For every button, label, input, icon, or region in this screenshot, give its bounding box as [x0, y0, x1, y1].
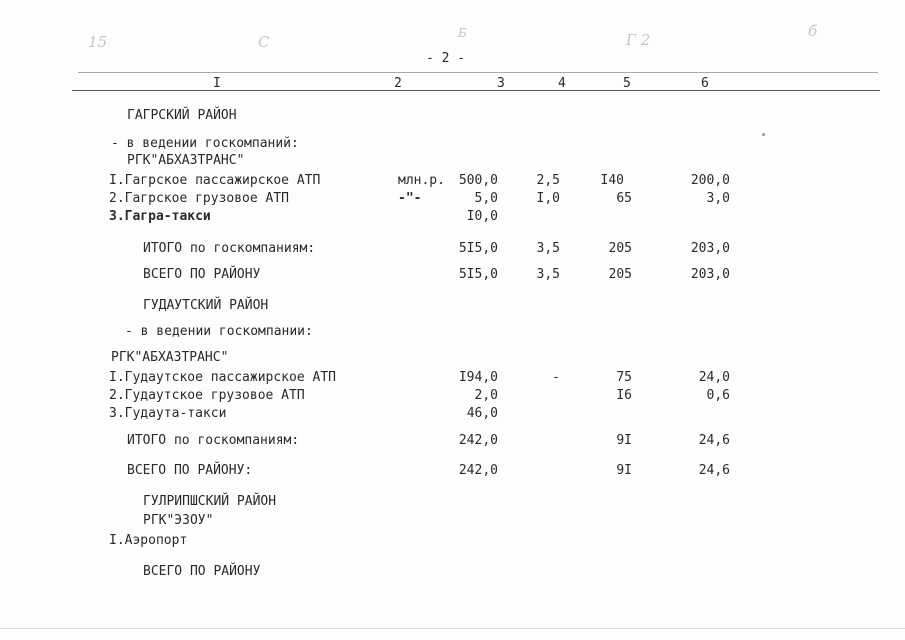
row-col6: 3,0	[706, 191, 730, 206]
row-col6: 0,6	[706, 388, 730, 403]
subtotal-col6: 24,6	[698, 433, 730, 448]
column-header-5: 5	[623, 76, 631, 91]
row-col3: I94,0	[458, 370, 498, 385]
row-col3: I0,0	[466, 209, 498, 224]
company-name: РГК"АБХАЗТРАНС"	[127, 153, 245, 168]
total-col3: 5I5,0	[458, 267, 498, 282]
total-label: ВСЕГО ПО РАЙОНУ	[143, 564, 261, 579]
row-col3: 2,0	[474, 388, 498, 403]
margin-mark: 15	[88, 33, 108, 51]
row-name: 2.Гагрское грузовое АТП	[109, 191, 290, 206]
row-col5: 75	[616, 370, 632, 385]
row-name: I.Гудаутское пассажирское АТП	[109, 370, 336, 385]
total-col5: 9I	[616, 463, 632, 478]
row-col4: I,0	[536, 191, 560, 206]
subtotal-col3: 242,0	[458, 433, 498, 448]
margin-mark: Б	[458, 26, 467, 40]
row-col6: 24,0	[698, 370, 730, 385]
subtotal-col5: 205	[608, 241, 632, 256]
district-title: ГУДАУТСКИЙ РАЙОН	[143, 298, 269, 313]
row-name: 3.Гагра-такси	[109, 209, 211, 224]
column-header-2: 2	[394, 76, 402, 91]
row-col3: 5,0	[474, 191, 498, 206]
subtotal-label: ИТОГО по госкомпаниям:	[127, 433, 300, 448]
header-bottom-rule	[72, 90, 880, 91]
column-header-4: 4	[558, 76, 566, 91]
row-col5: I6	[616, 388, 632, 403]
subtotal-col3: 5I5,0	[458, 241, 498, 256]
margin-mark: Г 2	[626, 31, 651, 49]
margin-mark: С	[258, 33, 270, 51]
total-col4: 3,5	[536, 267, 560, 282]
row-name: 3.Гудаута-такси	[109, 406, 227, 421]
page-number: - 2 -	[426, 51, 466, 66]
total-label: ВСЕГО ПО РАЙОНУ:	[127, 463, 253, 478]
subtotal-col6: 203,0	[690, 241, 730, 256]
row-col4: 2,5	[536, 173, 560, 188]
company-name: РГК"АБХАЗТРАНС"	[111, 350, 229, 365]
row-col5: 65	[616, 191, 632, 206]
header-top-rule	[78, 72, 878, 73]
district-subheading: - в ведении госкомпаний:	[111, 136, 299, 151]
scan-speck	[762, 133, 765, 136]
subtotal-col4: 3,5	[536, 241, 560, 256]
row-col5: I40	[600, 173, 624, 188]
total-label: ВСЕГО ПО РАЙОНУ	[143, 267, 261, 282]
total-col6: 203,0	[690, 267, 730, 282]
row-name: I.Гагрское пассажирское АТП	[109, 173, 321, 188]
total-col5: 205	[608, 267, 632, 282]
row-unit: млн.р.	[398, 173, 445, 188]
row-col4: -	[552, 370, 560, 385]
row-col3: 500,0	[458, 173, 498, 188]
district-title: ГАГРСКИЙ РАЙОН	[127, 108, 237, 123]
margin-mark: б	[808, 22, 818, 40]
column-header-3: 3	[497, 76, 505, 91]
district-subheading: - в ведении госкомпании:	[125, 324, 313, 339]
total-col6: 24,6	[698, 463, 730, 478]
row-name: 2.Гудаутское грузовое АТП	[109, 388, 305, 403]
page-edge	[0, 628, 905, 629]
column-header-1: I	[213, 76, 221, 91]
total-col3: 242,0	[458, 463, 498, 478]
row-name: I.Аэропорт	[109, 533, 188, 548]
company-name: РГК"ЭЗОУ"	[143, 513, 214, 528]
column-header-6: 6	[701, 76, 709, 91]
subtotal-col5: 9I	[616, 433, 632, 448]
subtotal-label: ИТОГО по госкомпаниям:	[143, 241, 316, 256]
row-col3: 46,0	[466, 406, 498, 421]
row-col6: 200,0	[690, 173, 730, 188]
district-title: ГУЛРИПШСКИЙ РАЙОН	[143, 494, 277, 509]
row-unit: -"-	[398, 191, 422, 206]
